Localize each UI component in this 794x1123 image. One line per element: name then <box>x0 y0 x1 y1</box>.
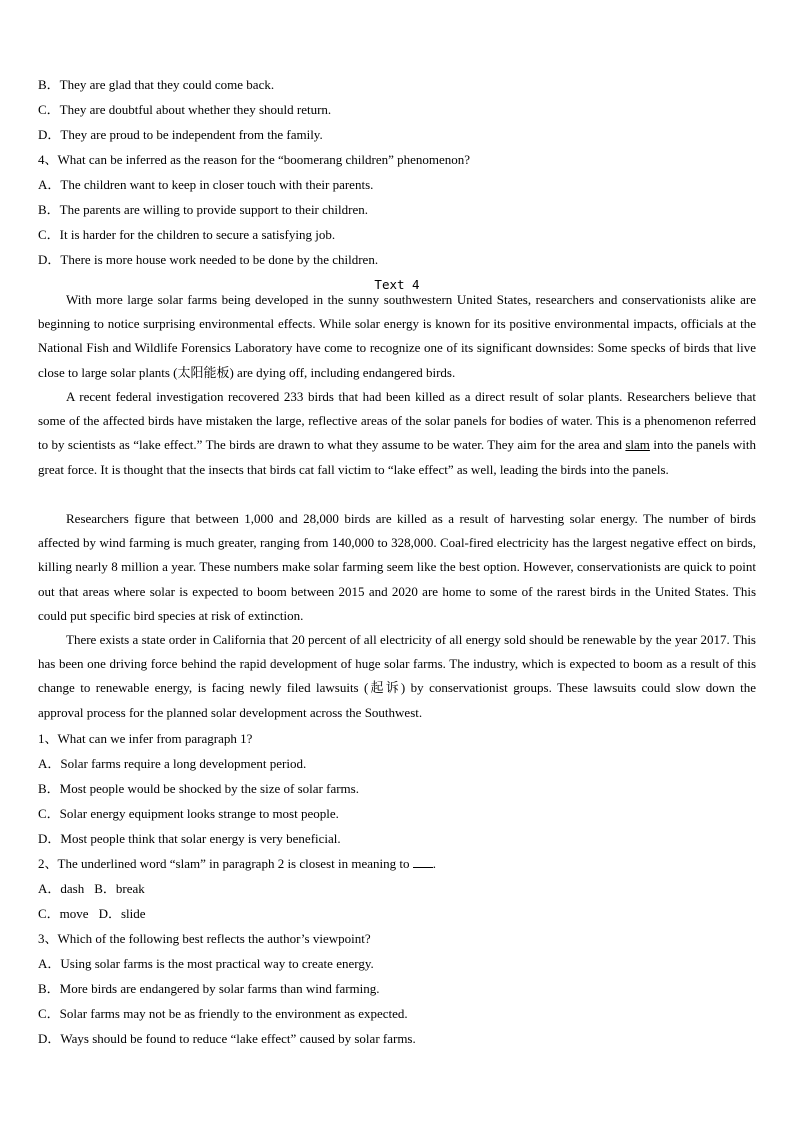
q1-option-b <box>38 781 359 797</box>
option-letter: D． <box>38 1031 61 1046</box>
option-letter: A． <box>38 881 61 896</box>
prev-question-option-c <box>38 102 331 118</box>
option-letter: B． <box>38 981 60 996</box>
option-text: They are doubtful about whether they should return. <box>59 102 332 117</box>
option-text: Most people would be shocked by the size of solar farms. <box>59 781 359 796</box>
option-text: break <box>115 881 145 896</box>
q3-option-d <box>38 1031 416 1047</box>
paragraph-text: A recent federal investigation recovered 233 birds that had been killed as a direct result of solar plants. Researchers believe that some of the affected birds have mistaken the large, reflective areas of the solar panels for bodies of water. This is a phenomenon referred to by scientists as “lake effect.” The birds are drawn to what they assume to be water. They aim for the area and <box>38 389 756 453</box>
q4-prev-option-a <box>38 177 373 193</box>
q3-option-a <box>38 956 374 972</box>
option-letter: B． <box>38 77 60 92</box>
text4-paragraph-3: Researchers figure that between 1,000 and 28,000 birds are killed as a result of harvesting solar energy. The number of birds affected by wind farming is much greater, ranging from 140,000 to 328,000. Coal-fired electricity has the largest negative effect on birds, killing nearly 8 million a year. These numbers make solar farming seem like the best option. However, conservationists are quick to point out that areas where solar is expected to boom between 2015 and 2020 are home to some of the rarest birds in the United States. This could put specific bird species at risk of extinction. <box>38 511 756 623</box>
q1-option-d <box>38 831 341 847</box>
option-text: dash <box>60 881 85 896</box>
q2-options-row-2 <box>38 906 146 922</box>
paragraph-text: into the panels with great force. It is thought that the insects that birds cat fall victim to “lake effect” as well, leading the birds into the panels. <box>38 437 756 477</box>
option-text: Solar farms require a long development period. <box>60 756 307 771</box>
option-text: The parents are willing to provide support to their children. <box>59 202 368 217</box>
prev-question-option-b <box>38 77 274 93</box>
option-text: It is harder for the children to secure a satisfying job. <box>59 227 336 242</box>
option-text: More birds are endangered by solar farms than wind farming. <box>59 981 380 996</box>
q1-option-c <box>38 806 339 822</box>
q1-stem: 1、What can we infer from paragraph 1? <box>38 731 253 746</box>
option-text: Most people think that solar energy is very beneficial. <box>60 831 341 846</box>
answer-blank <box>413 856 433 868</box>
option-letter: D． <box>38 252 61 267</box>
q2-options-row-1 <box>38 881 145 897</box>
option-letter: B． <box>94 881 116 896</box>
underlined-word: slam <box>625 437 650 453</box>
q2-stem <box>38 856 436 872</box>
q1-option-a <box>38 756 306 772</box>
option-letter: C． <box>38 906 60 921</box>
option-letter: C． <box>38 102 60 117</box>
option-text: They are proud to be independent from the family. <box>60 127 323 142</box>
text4-paragraph-2 <box>38 385 756 482</box>
prev-question-option-d <box>38 127 323 143</box>
option-letter: A． <box>38 756 61 771</box>
option-letter: A． <box>38 177 61 192</box>
option-text: There is more house work needed to be done by the children. <box>60 252 379 267</box>
option-letter: B． <box>38 202 60 217</box>
option-letter: C． <box>38 1006 60 1021</box>
option-letter: D． <box>98 906 121 921</box>
option-text: Using solar farms is the most practical way to create energy. <box>60 956 374 971</box>
option-letter: C． <box>38 227 60 242</box>
q4-prev-option-c <box>38 227 335 243</box>
option-text: Solar energy equipment looks strange to most people. <box>59 806 339 821</box>
option-text: They are glad that they could come back. <box>59 77 275 92</box>
text4-paragraph-4: There exists a state order in California that 20 percent of all electricity of all energy sold should be renewable by the year 2017. This has been one driving force behind the rapid development of huge solar farms. The industry, which is expected to boom as a result of this change to renewable energy, is facing newly filed lawsuits (起诉) by conservationist groups. These lawsuits could slow down the approval process for the planned solar development across the Southwest. <box>38 632 756 720</box>
q3-option-b <box>38 981 380 997</box>
option-text: Solar farms may not be as friendly to the environment as expected. <box>59 1006 408 1021</box>
option-text: slide <box>120 906 146 921</box>
q4-prev-stem: 4、What can be inferred as the reason for the “boomerang children” phenomenon? <box>38 152 471 167</box>
q3-stem: 3、Which of the following best reflects the author’s viewpoint? <box>38 931 371 946</box>
option-text: The children want to keep in closer touch with their parents. <box>60 177 374 192</box>
q4-prev-option-d <box>38 252 378 268</box>
option-letter: B． <box>38 781 60 796</box>
q3-option-c <box>38 1006 408 1022</box>
stem-text: . <box>432 856 436 871</box>
option-letter: D． <box>38 127 61 142</box>
q4-prev-option-b <box>38 202 368 218</box>
option-text: move <box>59 906 89 921</box>
option-letter: A． <box>38 956 61 971</box>
stem-text: 2、The underlined word “slam” in paragraph 2 is closest in meaning to <box>38 856 413 871</box>
option-text: Ways should be found to reduce “lake effect” caused by solar farms. <box>60 1031 416 1046</box>
text4-title: Text 4 <box>374 277 420 292</box>
option-letter: D． <box>38 831 61 846</box>
option-letter: C． <box>38 806 60 821</box>
text4-paragraph-1: With more large solar farms being developed in the sunny southwestern United States, researchers and conservationists alike are beginning to notice surprising environmental effects. While solar energy is known for its positive environmental impacts, officials at the National Fish and Wildlife Forensics Laboratory have come to recognize one of its significant downsides: Some specks of birds that live close to large solar plants (太阳能板) are dying off, including endangered birds. <box>38 292 756 380</box>
